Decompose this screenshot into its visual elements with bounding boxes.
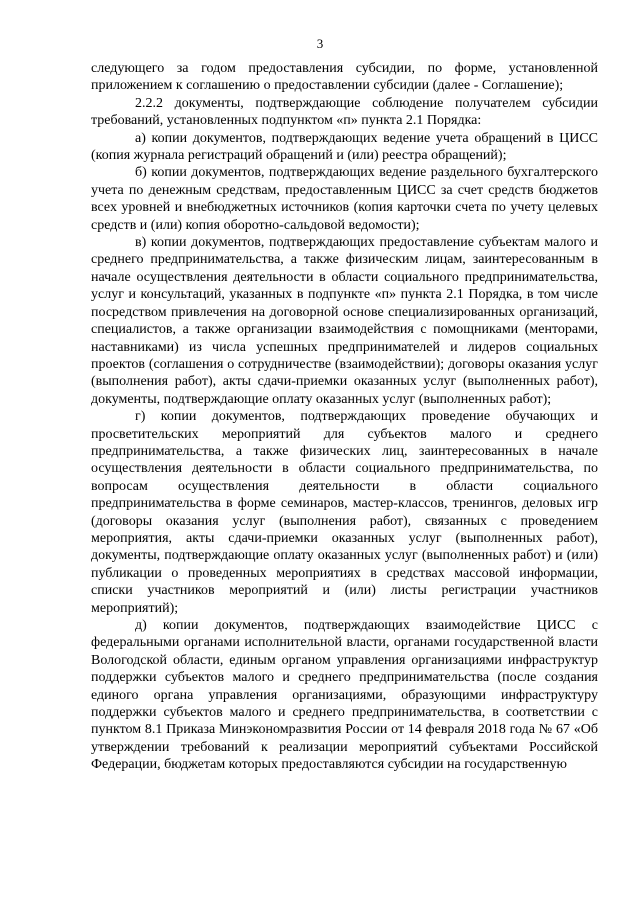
paragraph-2-2-2: 2.2.2 документы, подтверждающие соблюдение получателем субсидии требований, установленных подпунктом «п» пункта 2.1 Порядка: bbox=[91, 95, 598, 129]
document-body bbox=[91, 60, 598, 774]
paragraph-continuation: следующего за годом предоставления субсидии, по форме, установленной приложением к соглашению о предоставлении субсидии (далее - Соглашение); bbox=[91, 61, 598, 94]
paragraph-item-g: г) копии документов, подтверждающих проведение обучающих и просветительских мероприятий для субъектов малого и среднего предпринимательства, а также физических лиц, заинтересованных в начале осуществления деятельности в области социального предпринимательства, по вопросам осуществления деятельности в области социального предпринимательства в форме семинаров, мастер-классов, тренингов, деловых игр (договоры оказания услуг (выполнения работ), связанных с проведением мероприятия, акты сдачи-приемки оказанных услуг (выполненных работ), документы, подтверждающие оплату оказанных услуг (выполненных работ) и (или) публикации о проведенных мероприятиях в средствах массовой информации, списки участников мероприятий и (или) листы регистрации участников мероприятий); bbox=[91, 409, 598, 616]
paragraph-item-b: б) копии документов, подтверждающих ведение раздельного бухгалтерского учета по денежным средствам, предоставленным ЦИСС за счет средств бюджетов всех уровней и внебюджетных источников (копия карточки счета по учету целевых средств и (или) копия оборотно-сальдовой ведомости); bbox=[91, 165, 598, 233]
page-number: 3 bbox=[316, 36, 324, 51]
paragraph-item-a: а) копии документов, подтверждающих ведение учета обращений в ЦИСС (копия журнала регистраций обращений и (или) реестра обращений); bbox=[91, 130, 598, 164]
paragraph-item-v: в) копии документов, подтверждающих предоставление субъектам малого и среднего предпринимательства, а также физическим лицам, заинтересованным в начале осуществления деятельности в области социального предпринимательства, услуг и консультаций, указанных в подпункте «п» пункта 2.1 Порядка, в том числе посредством привлечения на договорной основе специализированных организаций, специалистов, а также организации взаимодействия с помощниками (менторами, наставниками) из числа успешных предпринимателей и лидеров социальных проектов (соглашения о сотрудничестве (взаимодействии); договоры оказания услуг (выполнения работ), акты сдачи-приемки оказанных услуг (выполненных работ), документы, подтверждающие оплату оказанных услуг (выполненных работ); bbox=[91, 235, 598, 407]
paragraph-item-d: д) копии документов, подтверждающих взаимодействие ЦИСС с федеральными органами исполнительной власти, органами государственной власти Вологодской области, единым органом управления организациями инфраструктур поддержки субъектов малого и среднего предпринимательства (после создания единого органа управления организациями, образующими инфраструктуру поддержки субъектов малого и среднего предпринимательства, в соответствии с пунктом 8.1 Приказа Минэкономразвития России от 14 февраля 2018 года № 67 «Об утверждении требований к реализации мероприятий субъектами Российской Федерации, бюджетам которых предоставляются субсидии на государственную bbox=[91, 618, 598, 773]
